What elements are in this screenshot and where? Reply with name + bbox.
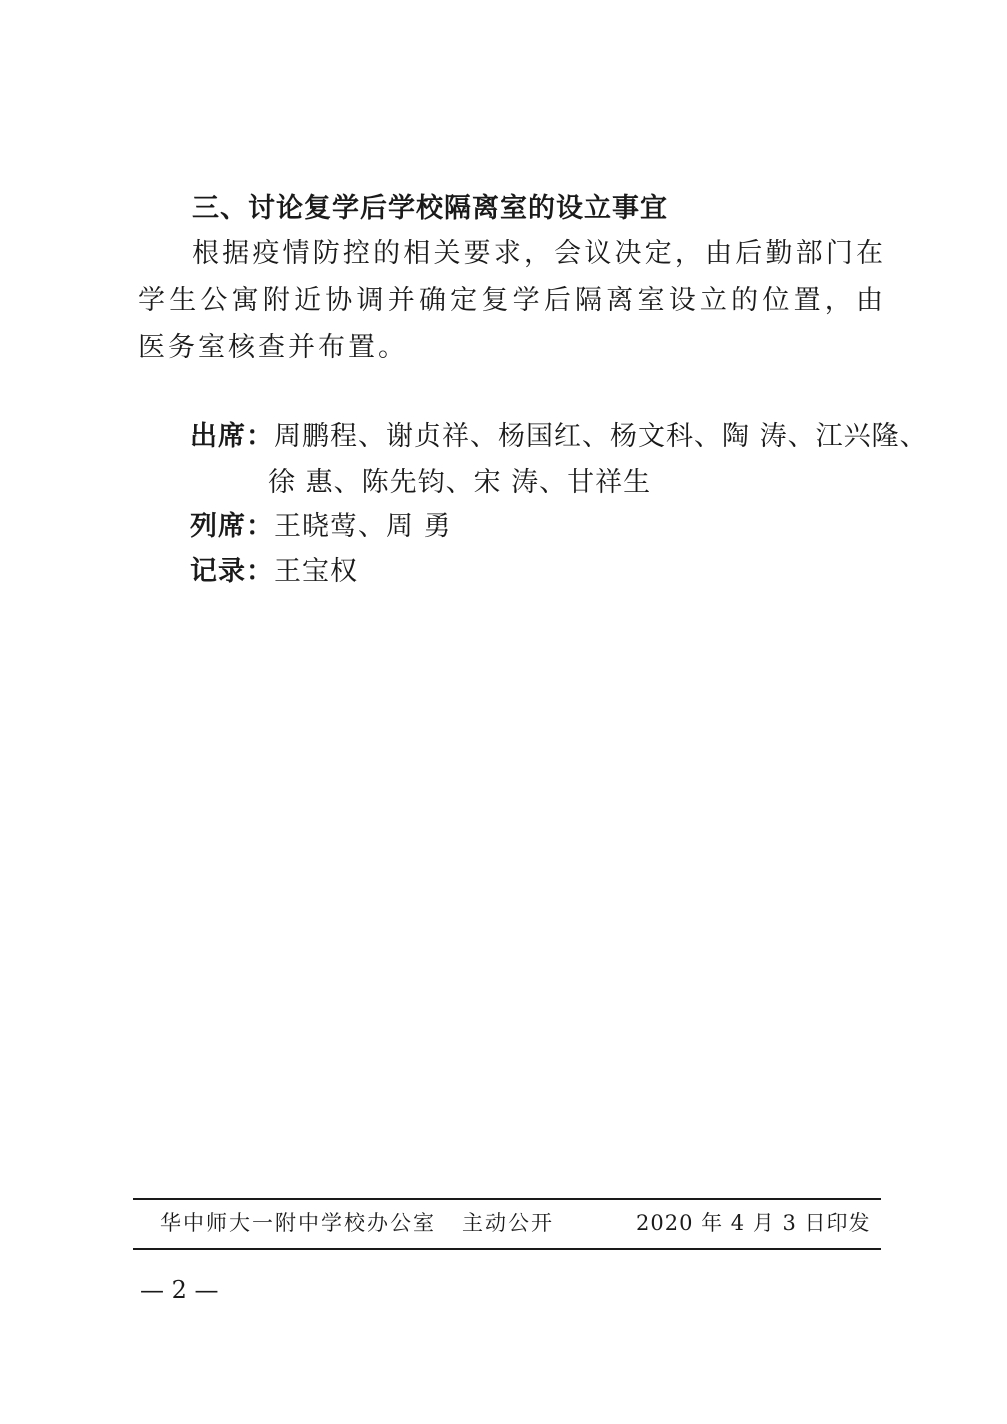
footer-bottom-rule xyxy=(133,1248,881,1250)
footer-disclosure: 主动公开 xyxy=(462,1211,554,1235)
attendees-line-2 xyxy=(268,460,651,499)
section-paragraph: 根据疫情防控的相关要求，会议决定，由后勤部门在学生公寓附近协调并确定复学后隔离室设立的位置，由医务室核查并布置。 xyxy=(138,238,886,363)
observers-names: 王晓莺、周 勇 xyxy=(274,511,452,542)
section-heading: 三、讨论复学后学校隔离室的设立事宜 xyxy=(192,193,668,224)
recorder-label: 记录： xyxy=(190,556,274,587)
attendees-line-1 xyxy=(190,414,928,453)
present-names-1: 周鹏程、谢贞祥、杨国红、杨文科、陶 涛、江兴隆、 xyxy=(274,421,928,452)
recorder-name: 王宝权 xyxy=(274,556,358,587)
footer-office: 华中师大一附中学校办公室 xyxy=(160,1211,436,1235)
observers-label: 列席： xyxy=(190,511,274,542)
present-label: 出席： xyxy=(190,421,274,452)
footer-top-rule xyxy=(133,1198,881,1200)
present-names-2: 徐 惠、陈先钧、宋 涛、甘祥生 xyxy=(268,467,652,498)
page-number: — 2 — xyxy=(140,1276,219,1304)
recorder-line xyxy=(190,549,358,588)
observers-line xyxy=(190,504,452,543)
footer-print-date: 2020 年 4 月 3 日印发 xyxy=(636,1211,871,1235)
